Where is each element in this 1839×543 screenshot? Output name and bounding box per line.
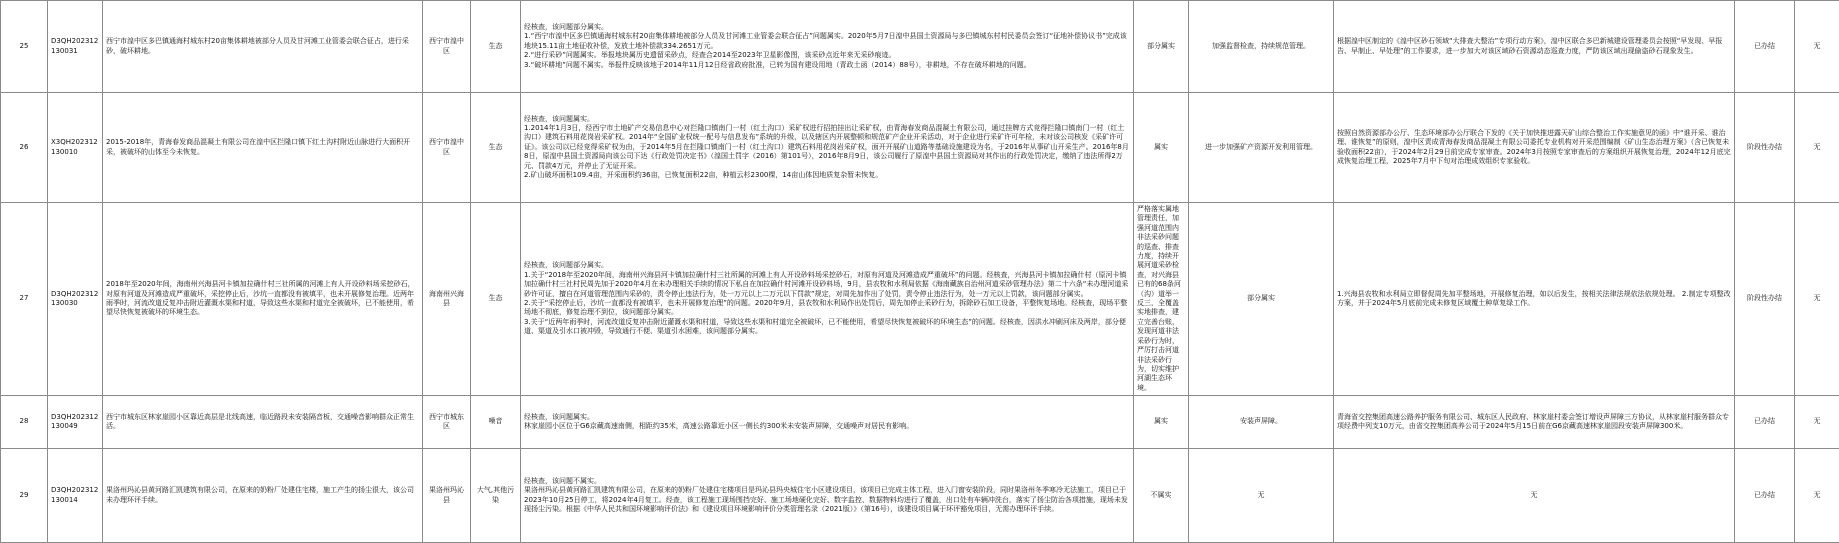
findings-paragraph: 林家崖园小区位于G6京藏高速南侧，相距约35米，高速公路靠近小区一侧长约300米未安装声屏障，交通噪声对居民有影响。 <box>524 422 1130 431</box>
pollution-type: 噪音 <box>471 396 521 449</box>
rectification: 1.兴海县农牧和水利局立即督促周先加平整场地，开展修复治理，如以后发生，按相关法律法规依法依规处理。 2.制定专项整改方案，并于2024年5月底前完成未修复区域覆土种草复绿工作。 <box>1334 203 1735 396</box>
status-badge: 已办结 <box>1735 396 1795 449</box>
handling-opinion: 进一步加强矿产资源开发利用管理。 <box>1189 93 1334 203</box>
findings-paragraph: 1.2014年1月3日，经西宁市土地矿产交易信息中心对拦隆口镇南门一村（红土沟口）采矿权进行招拍挂出让采矿权，由青海春发商品混凝土有限公司，通过挂牌方式竞得拦隆口镇南门一村（红土沟口）建筑石料用花岗岩采矿权。2014年“全国矿业权统一配号与信息发布”系统的升级，以及辖区内开展整顿和规范矿产企业开采活动，对于企业进行采矿许可年检，未对该公司核发《采矿许可证》。该公司以已经竞得采矿权为由，于2014年5月在拦隆口镇南门一村（红土沟口）建筑石料用花岗岩采矿权，面开开展矿山道路等基础设施建设为名，于2016年从事矿山开采生产。2016年8月8日，原湟中县国土资源局向该公司下达《行政处罚决定书》（湟国土罚字（2016）第101号），2016年8月9日，该公司履行了原湟中县国土资源局对其作出的行政处罚决定，缴纳了违法所得2万元、罚款4万元，并停止了无证开采。 <box>524 124 1130 171</box>
status-badge: 阶段性办结 <box>1735 93 1795 203</box>
verdict: 部分属实 <box>1189 203 1334 396</box>
pollution-type: 生态 <box>471 203 521 396</box>
findings <box>521 449 1134 543</box>
status-badge: 已办结 <box>1735 1 1795 93</box>
complaint-code: X3QH202312130010 <box>48 93 103 203</box>
row-number: 29 <box>1 449 48 543</box>
region: 西宁市湟中区 <box>423 1 471 93</box>
complaint-code: D3QH202312130030 <box>48 203 103 396</box>
rectification: 无 <box>1334 449 1735 543</box>
rectification: 按照自然资源部办公厅、生态环境部办公厅联合下发的《关于加快推进露天矿山综合整治工作实施意见的函》中“谁开采、谁治理、谁恢复”的原则，湟中区责成青海春发商品混凝土有限公司委托专业机构对开采范围编制《矿山生态治理方案》（含已恢复未验收面积22亩），于2024年2月29日前完成专家审查。2024年3月按照专家审查后的方案组织开展恢复治理，2024年12月底完成恢复治理工程，2025年7月中下旬对治理成效组织专家验收。 <box>1334 93 1735 203</box>
findings-paragraph: 3.关于“近两年雨季时，河流改道反复冲击附近灌溉水渠和村道，导致这些水渠和村道完全被破坏，已不能使用，希望尽快恢复被破坏的环境生态”的问题。经核查，因洪水冲刷河床及两岸，部分便道、渠道及引水口被冲毁，导致通行不便、渠道引水困难，该问题部分属实。 <box>524 318 1130 337</box>
findings-paragraph: 经核查，该问题部分属实。 <box>524 261 1130 270</box>
complaint-code: D3QH202312130049 <box>48 396 103 449</box>
region: 果洛州玛沁县 <box>423 449 471 543</box>
handling-opinion: 加强监督检查，持续规范管理。 <box>1189 1 1334 93</box>
row-number: 27 <box>1 203 48 396</box>
verdict: 部分属实 <box>1134 1 1189 93</box>
accountability: 无 <box>1795 396 1839 449</box>
complaint-code: D3QH202312130014 <box>48 449 103 543</box>
verdict: 不属实 <box>1134 449 1189 543</box>
findings-paragraph: 2.关于“采挖停止后，沙坑一直都没有被填平，也未开展修复治理”的问题。2020年9月，县农牧和水利局作出处罚后，周先加停止采砂行为，拆除砂石加工设备，平整恢复场地。经核查，现场平整场地不彻底，修复治理不到位，该问题部分属实。 <box>524 299 1130 318</box>
findings-paragraph: 2.矿山破坏面积109.4亩，开采面积约36亩，已恢复面积22亩，种植云杉2300棵，14亩山体因地质复杂暂未恢复。 <box>524 171 1130 180</box>
handling-opinion: 严格落实属地管理责任，加强河道范围内非法采砂问题的巡查、排查力度，持续开展河道采砂检查，对兴海县已有的68条河（沟）道举一反三，全覆盖实地排查，建立完善台账，发现河道非法采砂行为时，严厉打击河道非法采砂行为，切实维护河湖生态环境。 <box>1134 203 1189 396</box>
findings-paragraph: 经核查，该问题属实。 <box>524 115 1130 124</box>
findings <box>521 203 1134 396</box>
pollution-type: 生态 <box>471 93 521 203</box>
accountability: 无 <box>1795 1 1839 93</box>
handling-opinion: 安装声屏障。 <box>1189 396 1334 449</box>
findings <box>521 396 1134 449</box>
findings-paragraph: 1.“西宁市湟中区多巴镇通海村城东村20亩集体耕地被部分人员及甘河滩工业管委会联合征占”问题属实。2020年5月7日湟中县国土资源局与多巴镇城东村村民委员会签订“征地补偿协议书”完成该地块15.11亩土地征收补偿，发放土地补偿款334.2651万元。 <box>524 32 1130 51</box>
findings-paragraph: 经核查，该问题属实。 <box>524 413 1130 422</box>
findings-paragraph: 果洛州玛沁县黄河路汇凯建筑有限公司，在原来的奶粉厂处建住宅楼项目是玛沁县玛央城住宅小区建设项目，该项目已完成主体工程，进入门窗安装阶段，同时果洛州冬季寒冷无法施工，项目已于2023年10月25日停工，将2024年4月复工。经查，该工程施工现场围挡完好、施工场地硬化完好、数字监控、数据物料均进行了覆盖，出口处有车辆冲洗台，落实了扬尘防治各项措施，现场未发现扬尘污染。根据《中华人民共和国环境影响评价法》和《建设项目环境影响评价分类管理名录（2021版）》（第16号），该建设项目属于环评豁免项目，无需办理环评手续。 <box>524 486 1130 514</box>
complaint-content: 西宁市城东区林家崖园小区靠近高层是北线高速，临近路段未安装隔音板，交通噪音影响群众正常生活。 <box>103 396 423 449</box>
table-row <box>1 396 1839 449</box>
rectification: 根据湟中区制定的《湟中区砂石领域“大排查大整治”专项行动方案》，湟中区联合多巴新城建设管理委员会按照“早发现、早报告、早制止、早处理”的工作要求，进一步加大对该区域砂石资源动态巡查力度，严防该区域出现偷盗砂石现象发生。 <box>1334 1 1735 93</box>
table-row <box>1 449 1839 543</box>
handling-opinion: 无 <box>1189 449 1334 543</box>
findings-paragraph: 3.“破坏耕地”问题不属实。举报件反映该地于2014年11月12日经省政府批准，已转为国有建设用地（青政土函（2014）88号），非耕地，不存在破坏耕地的问题。 <box>524 61 1130 70</box>
accountability: 无 <box>1795 93 1839 203</box>
region: 西宁市湟中区 <box>423 93 471 203</box>
complaint-content: 2018年至2020年间，海南州兴海县河卡镇加拉确什村三社所属的河滩上有人开设砂料场采挖砂石，对原有河道及河滩造成严重破坏，采挖停止后，沙坑一直都没有被填平，也未开展修复治理。近两年雨季时，河流改道反复冲击附近灌溉水渠和村道，导致这些水渠和村道完全被破坏，已不能使用，希望尽快恢复被破坏的环境生态。 <box>103 203 423 396</box>
findings-paragraph: 经核查，该问题部分属实。 <box>524 23 1130 32</box>
complaint-content: 果洛州玛沁县黄河路汇凯建筑有限公司，在原来的奶粉厂处建住宅楼，施工产生的扬尘很大，该公司未办理环评手续。 <box>103 449 423 543</box>
row-number: 26 <box>1 93 48 203</box>
rectification: 青海省交控集团高速公路养护服务有限公司、城东区人民政府、林家崖村委会签订增设声屏障三方协议，从林家崖村服务群众专项经费中列支10万元，由省交控集团高养公司于2024年5月15日前在G6京藏高速林家崖园段安装声屏障300米。 <box>1334 396 1735 449</box>
complaint-code: D3QH202312130031 <box>48 1 103 93</box>
region: 西宁市城东区 <box>423 396 471 449</box>
row-number: 25 <box>1 1 48 93</box>
accountability: 无 <box>1795 203 1839 396</box>
findings <box>521 93 1134 203</box>
status-badge: 已办结 <box>1735 449 1795 543</box>
findings <box>521 1 1134 93</box>
status-badge: 阶段性办结 <box>1735 203 1795 396</box>
table-row <box>1 93 1839 203</box>
verdict: 属实 <box>1134 396 1189 449</box>
accountability: 无 <box>1795 449 1839 543</box>
pollution-type: 生态 <box>471 1 521 93</box>
findings-paragraph: 2.“进行采砂”问题属实。举报地块属历史遗留采砂点，经查合2014至2023年卫星影像图，该采砂点近年来无采砂痕迹。 <box>524 51 1130 60</box>
pollution-type: 大气,其他污染 <box>471 449 521 543</box>
table-row <box>1 203 1839 396</box>
table-row <box>1 1 1839 93</box>
row-number: 28 <box>1 396 48 449</box>
complaint-content: 西宁市湟中区多巴镇通海村城东村20亩集体耕地被部分人员及甘河滩工业管委会联合征占，进行采砂，破坏耕地。 <box>103 1 423 93</box>
verdict: 属实 <box>1134 93 1189 203</box>
complaint-content: 2015-2018年，青海春发商品混凝土有限公司在湟中区拦隆口镇下红土沟村附近山脉进行大面积开采，被破坏的山体至今未恢复。 <box>103 93 423 203</box>
findings-paragraph: 1.关于“2018年至2020年间，海南州兴海县河卡镇加拉确什村三社所属的河滩上有人开设砂料场采挖砂石，对原有河道及河滩造成严重破坏”的问题。经核查，兴海县河卡镇加拉确什村（原河卡镇加拉确什村三社村民周先加于2020年4月在未办理相关手续的情况下私自在加拉确什村河滩开设砂料场，9月，县农牧和水利局依据《海南藏族自治州河道采砂管理办法》第二十六条“未办理河道采砂许可证，擅自在河道管理范围内采砂的，责令停止违法行为，处一万元以上二万元以下罚款”规定，对周先加作出了处罚，责令停止违法行为，处一万元以上罚款，该问题部分属实。 <box>524 271 1130 299</box>
findings-paragraph: 经核查，该问题不属实。 <box>524 477 1130 486</box>
region: 海南州兴海县 <box>423 203 471 396</box>
